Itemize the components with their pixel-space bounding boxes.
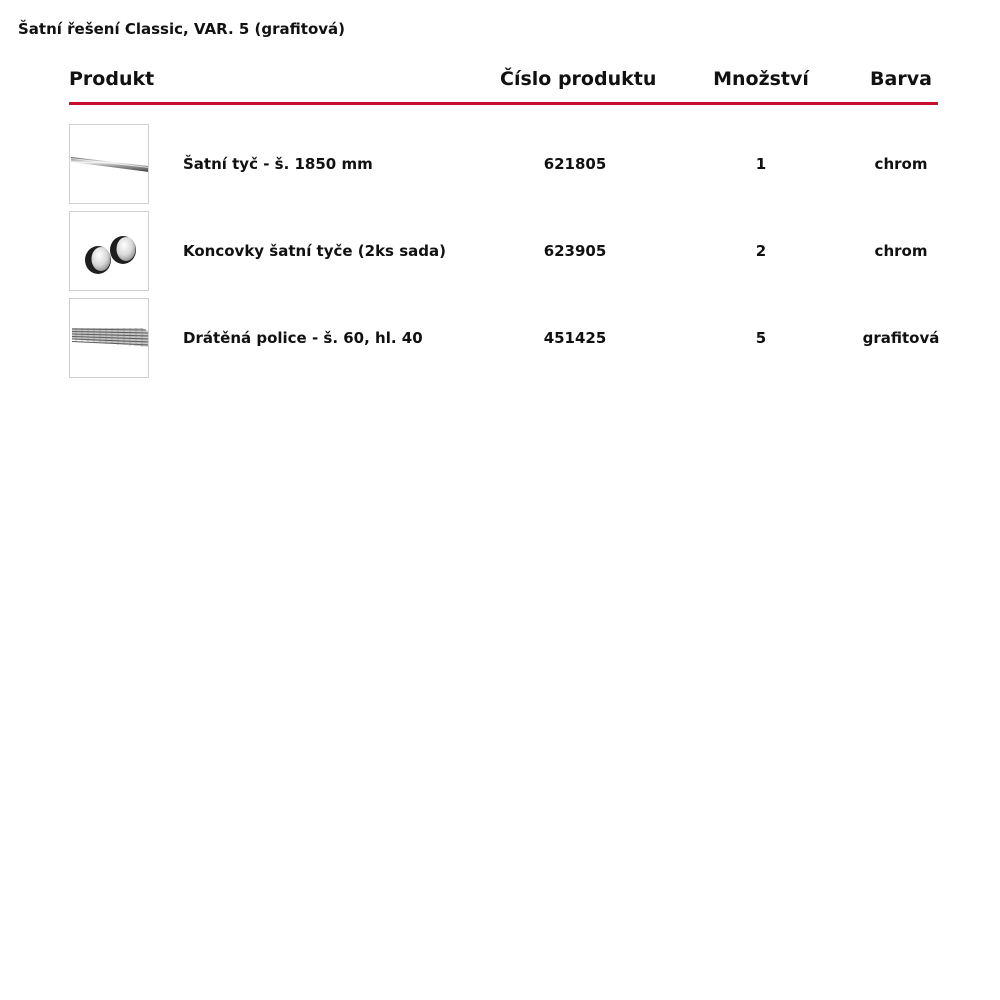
- product-name: Drátěná police - š. 60, hl. 40: [183, 329, 423, 347]
- clothes-rail-icon: [69, 124, 149, 204]
- rail-end-caps-icon: [69, 211, 149, 291]
- product-number: 621805: [543, 155, 607, 173]
- header-divider: [69, 102, 938, 105]
- product-quantity: 2: [755, 242, 767, 260]
- header-product: Produkt: [69, 68, 155, 90]
- product-quantity: 1: [755, 155, 767, 173]
- table-row: [0, 124, 1000, 206]
- document-title: Šatní řešení Classic, VAR. 5 (grafitová): [18, 20, 346, 38]
- wire-shelf-icon: [69, 298, 149, 378]
- product-color: grafitová: [862, 329, 940, 347]
- header-color: Barva: [870, 68, 932, 90]
- product-name: Koncovky šatní tyče (2ks sada): [183, 242, 446, 260]
- table-row: [0, 211, 1000, 293]
- header-product-number: Číslo produktu: [500, 68, 657, 90]
- header-quantity: Množství: [713, 68, 809, 90]
- product-color: chrom: [874, 155, 928, 173]
- product-number: 451425: [543, 329, 607, 347]
- product-color: chrom: [874, 242, 928, 260]
- table-row: [0, 298, 1000, 380]
- product-number: 623905: [543, 242, 607, 260]
- product-name: Šatní tyč - š. 1850 mm: [183, 155, 373, 173]
- product-quantity: 5: [755, 329, 767, 347]
